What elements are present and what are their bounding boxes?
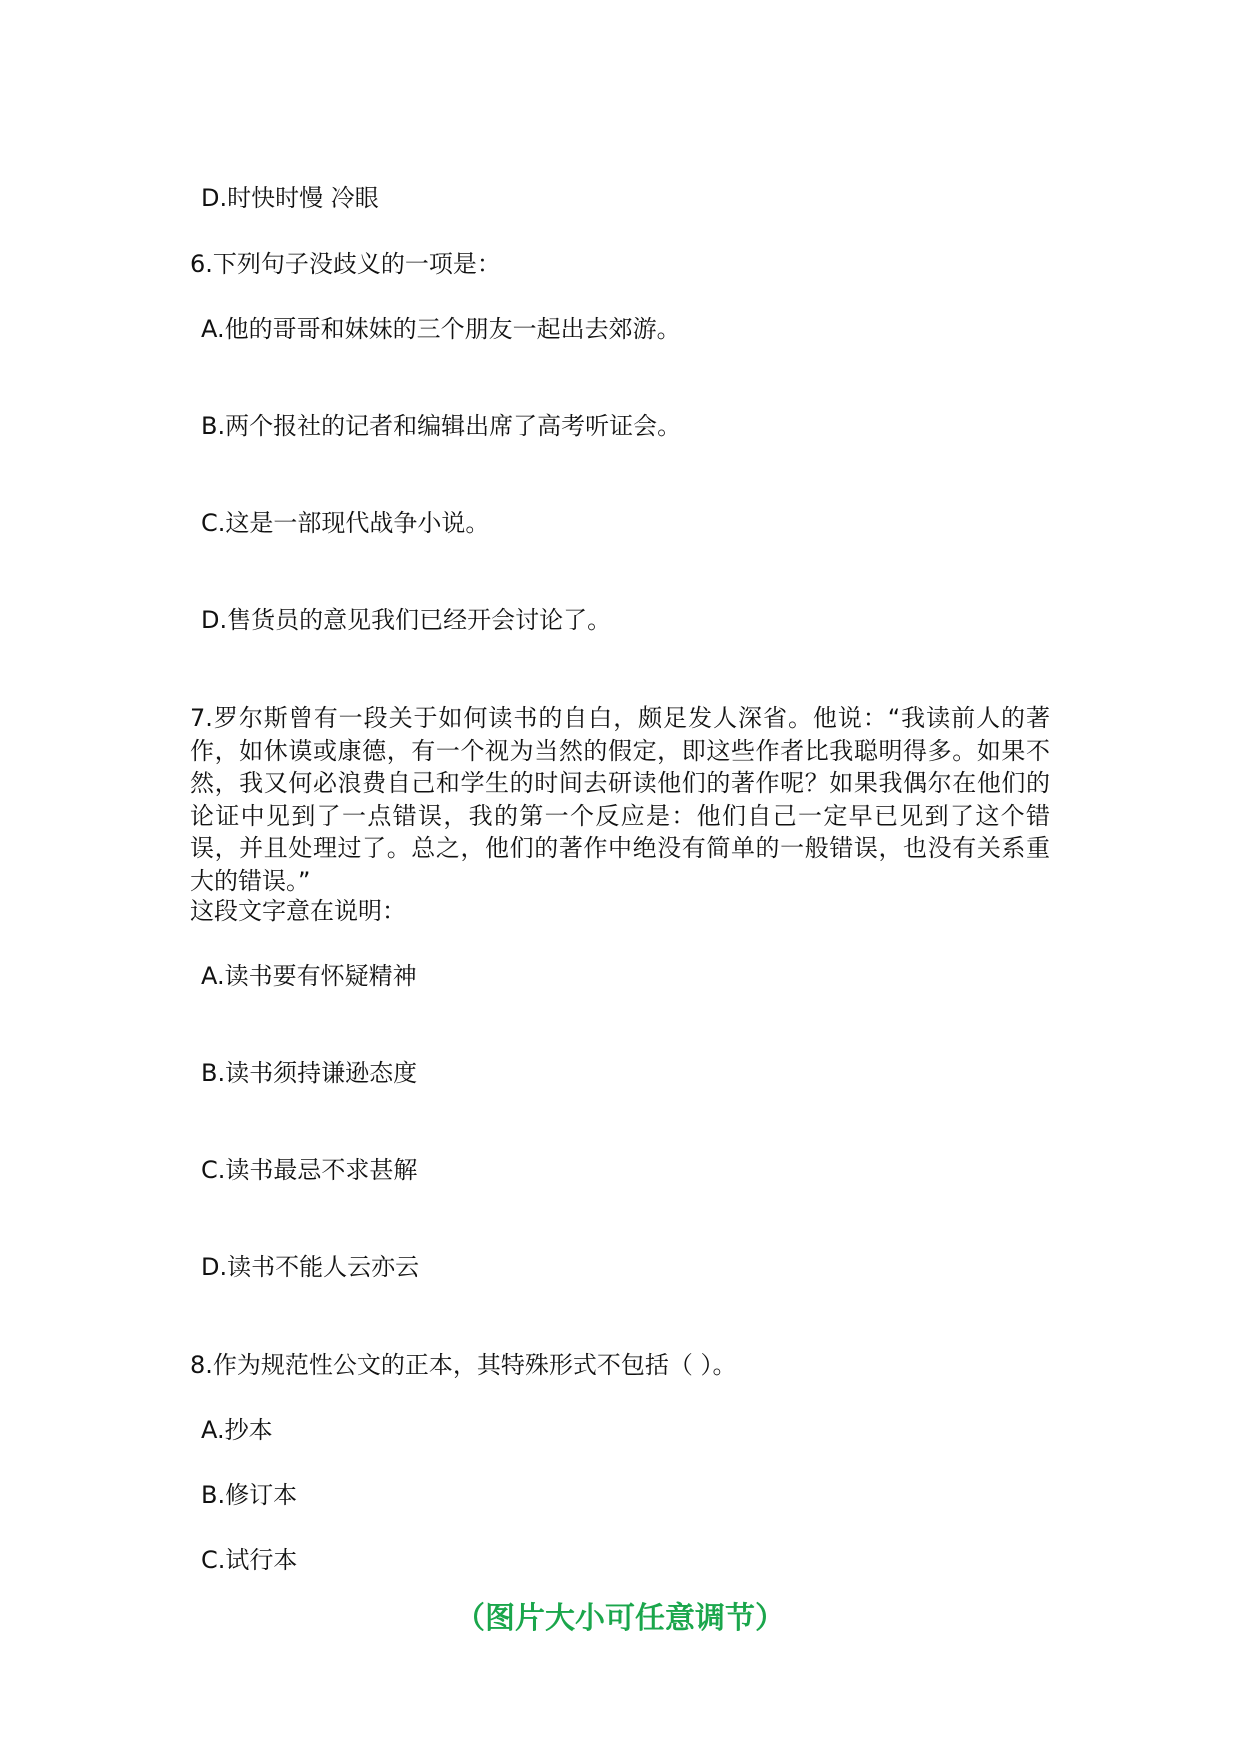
q6-option-c: C.这是一部现代战争小说。 bbox=[201, 509, 490, 537]
q8-stem: 8.作为规范性公文的正本，其特殊形式不包括（ ）。 bbox=[190, 1351, 737, 1379]
q7-question: 这段文字意在说明： bbox=[190, 897, 406, 925]
q6-option-d: D.售货员的意见我们已经开会讨论了。 bbox=[201, 606, 612, 634]
q6-option-a: A.他的哥哥和妹妹的三个朋友一起出去郊游。 bbox=[201, 315, 681, 343]
q5-option-d: D.时快时慢 冷眼 bbox=[201, 184, 379, 212]
q7-passage: 7.罗尔斯曾有一段关于如何读书的自白，颇足发人深省。他说：“我读前人的著作，如休谟或康德，有一个视为当然的假定，即这些作者比我聪明得多。如果不然，我又何必浪费自己和学生的时间去研读他们的著作呢？如果我偶尔在他们的论证中见到了一点错误，我的第一个反应是：他们自己一定早已见到了这个错误，并且处理过了。总之，他们的著作中绝没有简单的一般错误，也没有关系重大的错误。” bbox=[190, 704, 1050, 895]
q8-option-b: B.修订本 bbox=[201, 1481, 298, 1509]
q6-stem: 6.下列句子没歧义的一项是： bbox=[190, 250, 501, 278]
q7-option-b: B.读书须持谦逊态度 bbox=[201, 1059, 418, 1087]
q7-option-a: A.读书要有怀疑精神 bbox=[201, 962, 417, 990]
resize-note: （图片大小可任意调节） bbox=[455, 1601, 785, 1636]
q6-option-b: B.两个报社的记者和编辑出席了高考听证会。 bbox=[201, 412, 682, 440]
q7-option-d: D.读书不能人云亦云 bbox=[201, 1253, 420, 1281]
q8-option-c: C.试行本 bbox=[201, 1546, 298, 1574]
q7-option-c: C.读书最忌不求甚解 bbox=[201, 1156, 418, 1184]
q8-option-a: A.抄本 bbox=[201, 1416, 273, 1444]
